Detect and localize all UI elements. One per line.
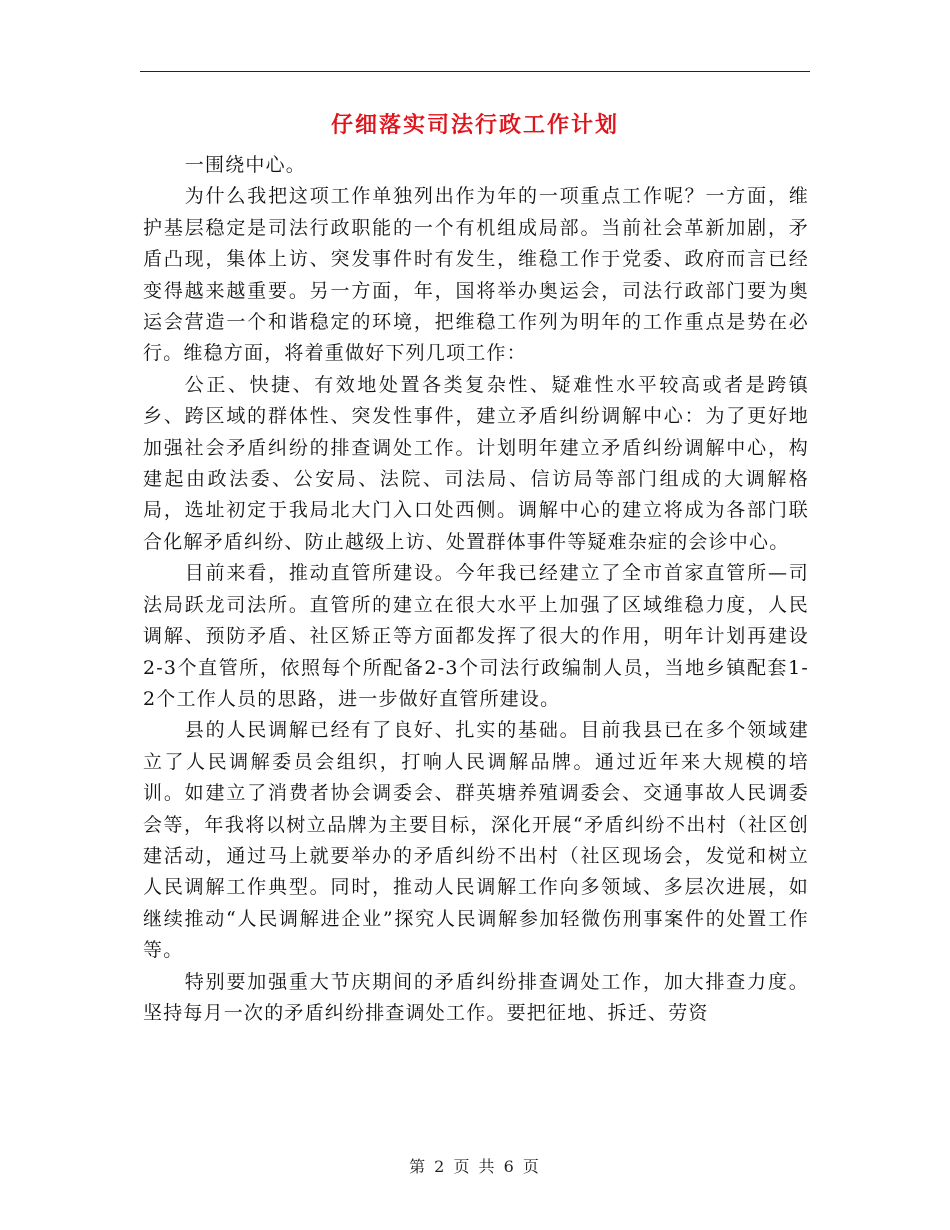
page-number-footer: 第 2 页 共 6 页	[409, 1157, 541, 1176]
paragraph: 公正、快捷、有效地处置各类复杂性、疑难性水平较高或者是跨镇乡、跨区域的群体性、突发性事件，建立矛盾纠纷调解中心：为了更好地加强社会矛盾纠纷的排查调处工作。计划明年建立矛盾纠纷调解中心，构建起由政法委、公安局、法院、司法局、信访局等部门组成的大调解格局，选址初定于我局北大门入口处西侧。调解中心的建立将成为各部门联合化解矛盾纠纷、防止越级上访、处置群体事件等疑难杂症的会诊中心。	[143, 373, 809, 553]
paragraph: 特别要加强重大节庆期间的矛盾纠纷排查调处工作，加大排查力度。坚持每月一次的矛盾纠纷排查调处工作。要把征地、拆迁、劳资	[143, 970, 809, 1024]
document-body	[143, 150, 809, 1029]
paragraph: 目前来看，推动直管所建设。今年我已经建立了全市首家直管所—司法局跃龙司法所。直管所的建立在很大水平上加强了区域维稳力度，人民调解、预防矛盾、社区矫正等方面都发挥了很大的作用，明年计划再建设2-3个直管所，依照每个所配备2-3个司法行政编制人员，当地乡镇配套1-2个工作人员的思路，进一步做好直管所建设。	[143, 562, 809, 710]
paragraph: 一围绕中心。	[184, 154, 306, 176]
paragraph: 县的人民调解已经有了良好、扎实的基础。目前我县已在多个领域建立了人民调解委员会组织，打响人民调解品牌。通过近年来大规模的培训。如建立了消费者协会调委会、群英塘养殖调委会、交通事故人民调委会等，年我将以树立品牌为主要目标，深化开展“矛盾纠纷不出村（社区创建活动，通过马上就要举办的矛盾纠纷不出村（社区现场会，发觉和树立人民调解工作典型。同时，推动人民调解工作向多领域、多层次进展，如继续推动“人民调解进企业”探究人民调解参加轻微伤刑事案件的处置工作等。	[143, 719, 809, 962]
paragraph: 为什么我把这项工作单独列出作为年的一项重点工作呢？一方面，维护基层稳定是司法行政职能的一个有机组成局部。当前社会革新加剧，矛盾凸现，集体上访、突发事件时有发生，维稳工作于党委、政府而言已经变得越来越重要。另一方面，年，国将举办奥运会，司法行政部门要为奥运会营造一个和谐稳定的环境，把维稳工作列为明年的工作重点是势在必行。维稳方面，将着重做好下列几项工作：	[143, 185, 809, 365]
header-rule	[140, 71, 810, 72]
page-title: 仔细落实司法行政工作计划	[330, 112, 619, 138]
